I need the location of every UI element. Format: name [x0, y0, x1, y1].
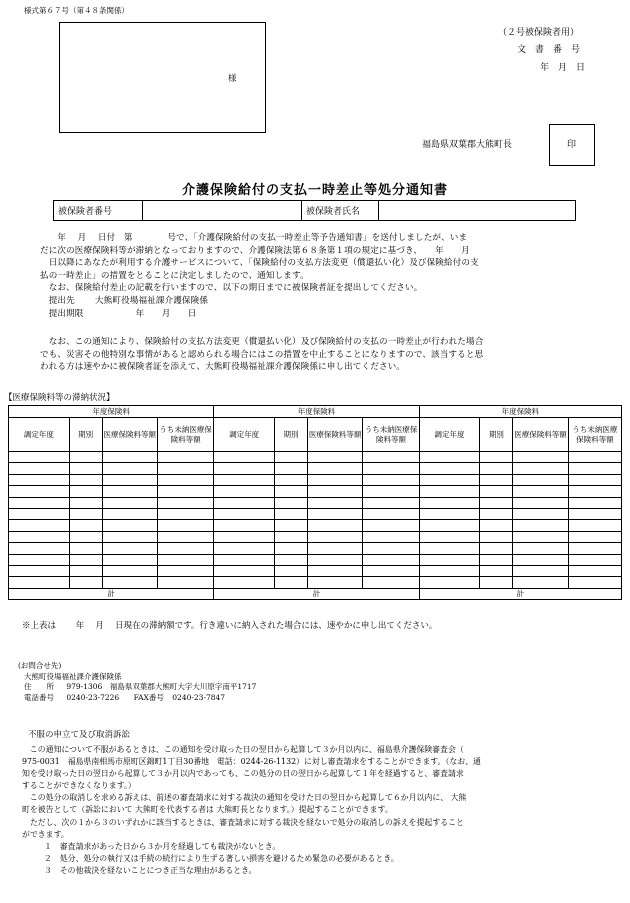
body-line: われる方は速やかに被保険者証を添えて、大熊町役場福祉課介護保険係に申し出てください。 — [40, 362, 405, 373]
body-paragraph-1 — [40, 232, 600, 320]
table-cell[interactable] — [275, 554, 308, 565]
table-cell[interactable] — [419, 554, 480, 565]
appeal-item: ３ その他裁決を経ないことにつき正当な理由があるとき。 — [44, 865, 257, 875]
table-cell[interactable] — [480, 577, 513, 588]
total-cell: 計 — [214, 588, 419, 599]
fax-label: FAX番号 — [133, 692, 164, 702]
table-row — [9, 520, 622, 531]
table-cell[interactable] — [102, 543, 157, 554]
table-cell[interactable] — [214, 554, 275, 565]
table-cell[interactable] — [214, 577, 275, 588]
column-header: うち未納医療保険料等額 — [157, 418, 213, 452]
insured-id-row — [53, 200, 576, 221]
address-label: 住 所 — [24, 682, 54, 691]
table-cell[interactable] — [308, 565, 363, 576]
table-cell[interactable] — [308, 531, 363, 542]
table-cell[interactable] — [102, 565, 157, 576]
form-label: 様式第６７号（第４８条関係） — [24, 6, 129, 15]
table-cell[interactable] — [69, 554, 102, 565]
table-row — [9, 474, 622, 485]
table-cell[interactable] — [513, 577, 568, 588]
insured-number-label: 被保険者番号 — [54, 201, 143, 221]
doc-number-label: 文 書 番 号 — [517, 45, 581, 55]
table-cell[interactable] — [568, 554, 621, 565]
appeal-line: この通知について不服があるときは、この通知を受け取った日の翌日から起算して３か月以内に、福島県介護保険審査会（ — [22, 745, 464, 754]
table-cell[interactable] — [363, 474, 419, 485]
table-cell[interactable] — [275, 508, 308, 519]
table-cell[interactable] — [419, 463, 480, 474]
table-cell[interactable] — [214, 520, 275, 531]
table-cell[interactable] — [157, 554, 213, 565]
table-cell[interactable] — [513, 554, 568, 565]
address-box-label: 様 — [228, 74, 237, 84]
table-cell[interactable] — [568, 577, 621, 588]
table-cell[interactable] — [363, 486, 419, 497]
table-cell[interactable] — [9, 554, 70, 565]
table-cell[interactable] — [363, 497, 419, 508]
appeal-line: ができます。 — [22, 829, 69, 839]
table-cell[interactable] — [308, 577, 363, 588]
table-cell[interactable] — [69, 463, 102, 474]
table-cell[interactable] — [513, 543, 568, 554]
table-cell[interactable] — [513, 508, 568, 519]
body-line: なお、この通知により、保険給付の支払方法変更（償還払い化）及び保険給付の支払の一時差止が行われた場合 — [40, 337, 484, 347]
table-cell[interactable] — [9, 508, 70, 519]
appeal-line: 975-0031 福島県南相馬市原町区錦町1丁目30番地 電話：0244-26-1132）に対し審査請求をすることができます。（なお、通 — [22, 757, 481, 767]
table-cell[interactable] — [363, 508, 419, 519]
table-row — [9, 577, 622, 588]
table-cell[interactable] — [308, 474, 363, 485]
table-cell[interactable] — [157, 543, 213, 554]
table-cell[interactable] — [275, 474, 308, 485]
table-cell[interactable] — [480, 497, 513, 508]
appeal-line: この処分の取消しを求める訴えは、前述の審査請求に対する裁決の通知を受けた日の翌日から起算して６か月以内に、 大熊 — [22, 793, 467, 803]
table-cell[interactable] — [363, 531, 419, 542]
table-cell[interactable] — [102, 452, 157, 463]
table-cell[interactable] — [363, 463, 419, 474]
table-cell[interactable] — [69, 577, 102, 588]
table-row — [9, 543, 622, 554]
table-row — [9, 452, 622, 463]
table-cell[interactable] — [9, 463, 70, 474]
table-cell[interactable] — [419, 497, 480, 508]
column-header: 期別 — [69, 418, 102, 452]
table-cell[interactable] — [363, 520, 419, 531]
table-cell[interactable] — [157, 531, 213, 542]
table-cell[interactable] — [214, 474, 275, 485]
table-cell[interactable] — [568, 508, 621, 519]
seal-box — [549, 124, 595, 166]
group-header: 年度保険料 — [9, 406, 214, 418]
table-cell[interactable] — [419, 474, 480, 485]
table-cell[interactable] — [363, 577, 419, 588]
table-cell[interactable] — [9, 543, 70, 554]
table-cell[interactable] — [513, 531, 568, 542]
insured-name-field[interactable] — [379, 201, 576, 221]
appeal-heading: 不服の申立て及び取消訴訟 — [28, 730, 131, 740]
column-header: 医療保険料等額 — [308, 418, 363, 452]
table-cell[interactable] — [568, 474, 621, 485]
table-cell[interactable] — [102, 554, 157, 565]
table-cell[interactable] — [513, 486, 568, 497]
table-cell[interactable] — [69, 520, 102, 531]
table-cell[interactable] — [275, 497, 308, 508]
table-cell[interactable] — [308, 497, 363, 508]
table-cell[interactable] — [568, 520, 621, 531]
column-header: 調定年度 — [214, 418, 275, 452]
table-cell[interactable] — [513, 452, 568, 463]
group-header: 年度保険料 — [419, 406, 621, 418]
table-cell[interactable] — [9, 474, 70, 485]
table-cell[interactable] — [419, 486, 480, 497]
appeal-item: １ 審査請求があった日から３か月を経過しても裁決がないとき。 — [44, 841, 281, 851]
table-cell[interactable] — [102, 463, 157, 474]
table-cell[interactable] — [513, 520, 568, 531]
table-cell[interactable] — [69, 486, 102, 497]
contact-dept: 大熊町役場福祉課介護保険係 — [24, 671, 122, 681]
table-cell[interactable] — [419, 452, 480, 463]
table-cell[interactable] — [568, 463, 621, 474]
table-cell[interactable] — [419, 531, 480, 542]
table-row — [9, 508, 622, 519]
table-cell[interactable] — [214, 508, 275, 519]
table-cell[interactable] — [9, 486, 70, 497]
column-header: 期別 — [275, 418, 308, 452]
appeal-line: 知を受け取った日の翌日から起算して３か月以内であっても、この処分の日の翌日から起算して１年を経過すると、審査請求 — [22, 769, 464, 779]
table-cell[interactable] — [308, 554, 363, 565]
table-row — [9, 554, 622, 565]
table-cell[interactable] — [69, 543, 102, 554]
table-cell[interactable] — [480, 486, 513, 497]
table-cell[interactable] — [308, 520, 363, 531]
column-header: 調定年度 — [9, 418, 70, 452]
table-cell[interactable] — [308, 452, 363, 463]
submit-to: 提出先 大熊町役場福祉課介護保険係 — [40, 295, 209, 306]
table-cell[interactable] — [69, 474, 102, 485]
table-cell[interactable] — [308, 486, 363, 497]
table-cell[interactable] — [513, 463, 568, 474]
contact-block — [18, 661, 256, 703]
column-header: 医療保険料等額 — [102, 418, 157, 452]
table-cell[interactable] — [419, 577, 480, 588]
table-cell[interactable] — [69, 497, 102, 508]
table-row — [9, 497, 622, 508]
table-cell[interactable] — [568, 452, 621, 463]
table-cell[interactable] — [214, 463, 275, 474]
table-cell[interactable] — [480, 543, 513, 554]
table-cell[interactable] — [275, 543, 308, 554]
table-cell[interactable] — [157, 497, 213, 508]
table-cell[interactable] — [157, 565, 213, 576]
table-cell[interactable] — [363, 452, 419, 463]
appeal-line: することができなくなります。） — [22, 781, 136, 791]
table-cell[interactable] — [102, 486, 157, 497]
table-cell[interactable] — [480, 554, 513, 565]
table-cell[interactable] — [102, 508, 157, 519]
table-cell[interactable] — [480, 463, 513, 474]
table-cell[interactable] — [419, 543, 480, 554]
address-box — [59, 22, 266, 133]
table-row — [9, 463, 622, 474]
table-cell[interactable] — [9, 531, 70, 542]
table-cell[interactable] — [480, 508, 513, 519]
table-cell[interactable] — [157, 520, 213, 531]
table-cell[interactable] — [480, 520, 513, 531]
table-cell[interactable] — [568, 565, 621, 576]
total-cell: 計 — [419, 588, 621, 599]
body-paragraph-2 — [40, 336, 600, 374]
table-cell[interactable] — [363, 543, 419, 554]
appeal-line: ただし、次の１から３のいずれかに該当するときは、審査請求に対する裁決を経ないで処分の取消しの訴えを提起すること — [22, 817, 464, 827]
insured-number-field[interactable] — [143, 201, 302, 221]
body-line: でも、災害その他特別な事情があると認められる場合にはこの措置を中止することになりますので、該当すると思 — [40, 349, 484, 360]
issuer: 福島県双葉郡大熊町長 — [422, 140, 513, 150]
table-row — [9, 531, 622, 542]
table-cell[interactable] — [214, 543, 275, 554]
table-cell[interactable] — [157, 486, 213, 497]
table-cell[interactable] — [480, 531, 513, 542]
table-cell[interactable] — [480, 452, 513, 463]
insured-name-label: 被保険者氏名 — [302, 201, 379, 221]
body-line: 払の一時差止」の措置をとることに決定しましたので、通知します。 — [40, 270, 309, 281]
column-header: 調定年度 — [419, 418, 480, 452]
table-cell[interactable] — [69, 565, 102, 576]
table-cell[interactable] — [102, 497, 157, 508]
column-header: うち未納医療保険料等額 — [568, 418, 621, 452]
table-cell[interactable] — [69, 508, 102, 519]
table-cell[interactable] — [275, 531, 308, 542]
appeal-item: ２ 処分、処分の執行又は手続の続行により生ずる著しい損害を避けるため緊急の必要があるとき。 — [44, 853, 399, 863]
table-cell[interactable] — [275, 520, 308, 531]
table-cell[interactable] — [157, 474, 213, 485]
table-cell[interactable] — [568, 531, 621, 542]
table-cell[interactable] — [513, 497, 568, 508]
page-title: 介護保険給付の支払一時差止等処分通知書 — [181, 183, 448, 198]
phone-label: 電話番号 — [24, 692, 54, 702]
table-cell[interactable] — [308, 508, 363, 519]
table-cell[interactable] — [275, 577, 308, 588]
table-cell[interactable] — [363, 565, 419, 576]
table-cell[interactable] — [513, 474, 568, 485]
body-line: 日以降にあなたが利用する介護サービスについて、「保険給付の支払方法変更（償還払い化）及び保険給付の支 — [40, 258, 479, 269]
body-line: なお、保険給付差止の記載を行いますので、以下の期日までに被保険者証を提出してください。 — [40, 283, 423, 294]
arrears-table-body — [9, 452, 622, 589]
table-cell[interactable] — [480, 474, 513, 485]
table-cell[interactable] — [69, 531, 102, 542]
table-cell[interactable] — [568, 543, 621, 554]
table-cell[interactable] — [214, 486, 275, 497]
appeal-line: 町を被告として（訴訟において 大熊町を代表する者は 大熊町長となります。）提起することができます。 — [22, 805, 393, 815]
table-cell[interactable] — [9, 497, 70, 508]
body-line: 年 月 日付 第 号で、「介護保険給付の支払一時差止等予告通知書」を送付しましたが、いま — [40, 233, 468, 243]
table-cell[interactable] — [568, 486, 621, 497]
contact-heading: (お問合せ先) — [18, 661, 62, 670]
appeal-text — [22, 744, 618, 877]
table-cell[interactable] — [102, 520, 157, 531]
table-row — [9, 486, 622, 497]
table-cell[interactable] — [214, 452, 275, 463]
table-cell[interactable] — [69, 452, 102, 463]
arrears-section-label: 【医療保険料等の滞納状況】 — [4, 393, 115, 403]
date-label: 年 月 日 — [540, 63, 586, 73]
table-cell[interactable] — [419, 508, 480, 519]
insured-type: （２号被保険者用） — [498, 28, 580, 38]
table-cell[interactable] — [275, 486, 308, 497]
table-row — [9, 565, 622, 576]
address-value: 979-1306 福島県双葉郡大熊町大字大川原字南平1717 — [66, 682, 257, 691]
table-cell[interactable] — [363, 554, 419, 565]
table-cell[interactable] — [308, 463, 363, 474]
table-cell[interactable] — [214, 497, 275, 508]
deadline: 提出期限 年 月 日 — [40, 308, 197, 319]
table-cell[interactable] — [275, 452, 308, 463]
table-cell[interactable] — [102, 531, 157, 542]
table-cell[interactable] — [157, 508, 213, 519]
group-header: 年度保険料 — [214, 406, 419, 418]
table-cell[interactable] — [480, 565, 513, 576]
phone-value: 0240-23-7226 — [66, 692, 120, 702]
table-cell[interactable] — [275, 463, 308, 474]
table-cell[interactable] — [419, 565, 480, 576]
table-cell[interactable] — [9, 452, 70, 463]
fax-value: 0240-23-7847 — [172, 692, 226, 702]
table-cell[interactable] — [9, 520, 70, 531]
table-cell[interactable] — [513, 565, 568, 576]
table-cell[interactable] — [102, 577, 157, 588]
table-cell[interactable] — [157, 452, 213, 463]
total-cell: 計 — [9, 588, 214, 599]
table-cell[interactable] — [214, 531, 275, 542]
column-header: 期別 — [480, 418, 513, 452]
table-cell[interactable] — [102, 474, 157, 485]
body-line: だに次の医療保険料等が滞納となっておりますので、介護保険法第６８条第１項の規定に基づき、 年 月 — [40, 245, 470, 256]
column-header: うち未納医療保険料等額 — [363, 418, 419, 452]
table-cell[interactable] — [419, 520, 480, 531]
arrears-table — [8, 405, 622, 600]
arrears-note: ※上表は 年 月 日現在の滞納額です。行き違いに納入された場合には、速やかに申し出てください。 — [22, 621, 438, 631]
column-header: 医療保険料等額 — [513, 418, 568, 452]
seal-label: 印 — [567, 140, 577, 150]
table-cell[interactable] — [9, 577, 70, 588]
table-cell[interactable] — [568, 497, 621, 508]
table-cell[interactable] — [308, 543, 363, 554]
table-cell[interactable] — [157, 577, 213, 588]
table-cell[interactable] — [157, 463, 213, 474]
table-cell[interactable] — [275, 565, 308, 576]
table-cell[interactable] — [9, 565, 70, 576]
table-cell[interactable] — [214, 565, 275, 576]
